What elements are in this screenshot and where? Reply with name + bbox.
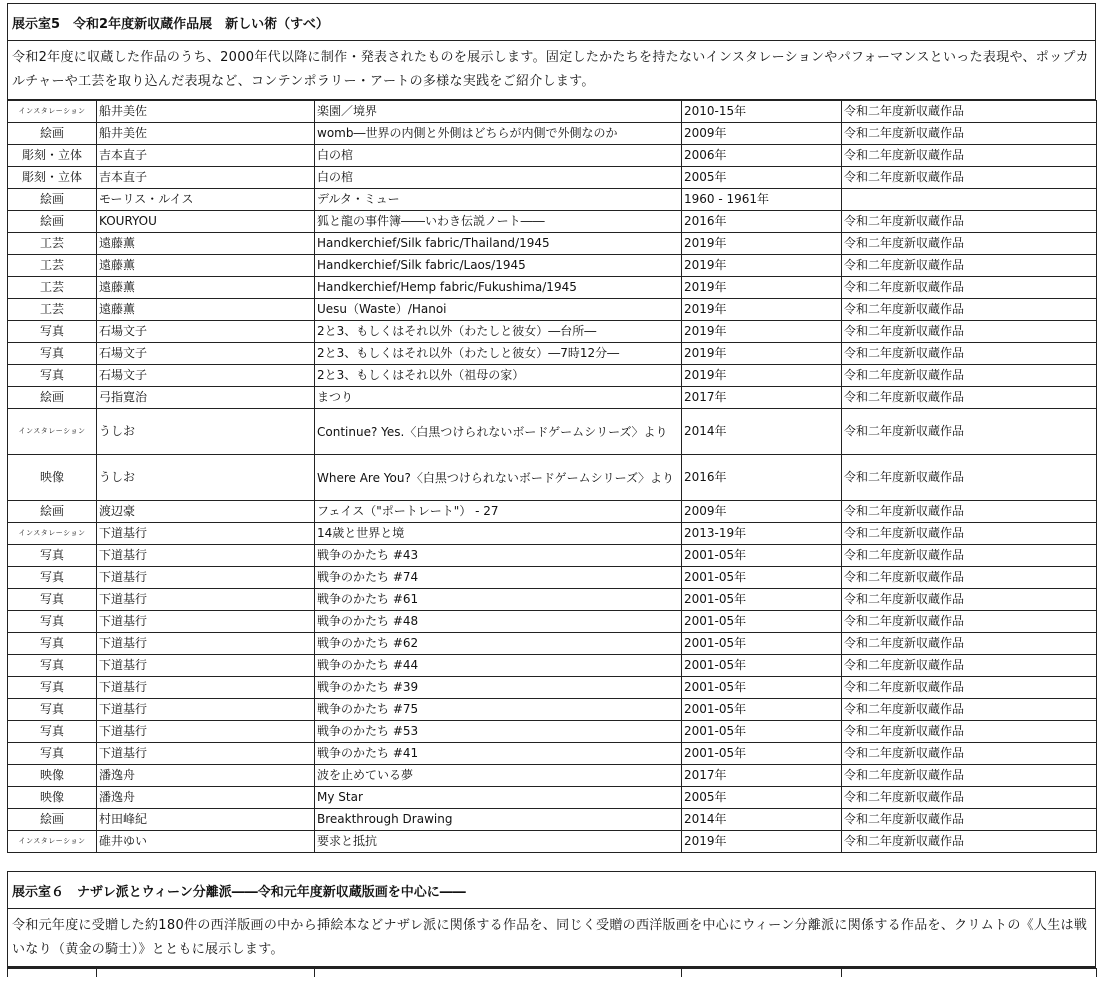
table-row	[8, 765, 1097, 787]
year-cell: 2019年	[682, 831, 842, 853]
work-title-cell: 白の棺	[315, 145, 682, 167]
table-row	[8, 233, 1097, 255]
work-title-cell: Uesu（Waste）/Hanoi	[315, 299, 682, 321]
category-cell: 写真	[8, 365, 97, 387]
note-cell: 令和二年度新収蔵作品	[842, 787, 1097, 809]
category-cell: 映像	[8, 765, 97, 787]
artist-cell: 下道基行	[97, 567, 315, 589]
artist-cell: 遠藤薫	[97, 233, 315, 255]
work-title-cell: 戦争のかたち #43	[315, 545, 682, 567]
category-cell: 写真	[8, 321, 97, 343]
work-title-cell: Handkerchief/Silk fabric/Laos/1945	[315, 255, 682, 277]
year-cell: 2001-05年	[682, 743, 842, 765]
note-cell: 令和二年度新収蔵作品	[842, 255, 1097, 277]
artist-cell: 下道基行	[97, 611, 315, 633]
table-row	[8, 831, 1097, 853]
year-cell: 2009年	[682, 501, 842, 523]
note-cell: 令和二年度新収蔵作品	[842, 677, 1097, 699]
work-title-cell: 戦争のかたち #41	[315, 743, 682, 765]
section-gap	[7, 853, 1096, 871]
year-cell: 2001-05年	[682, 611, 842, 633]
work-title-cell: 戦争のかたち #61	[315, 589, 682, 611]
artist-cell: 遠藤薫	[97, 277, 315, 299]
category-cell: 写真	[8, 655, 97, 677]
year-cell: 2017年	[682, 387, 842, 409]
work-title-cell: 戦争のかたち #44	[315, 655, 682, 677]
work-title-cell: 狐と龍の事件簿――いわき伝説ノート――	[315, 211, 682, 233]
year-cell: 2005年	[682, 787, 842, 809]
artist-cell: 船井美佐	[97, 101, 315, 123]
year-cell: 2019年	[682, 299, 842, 321]
table-cell	[682, 969, 842, 978]
category-cell: 写真	[8, 567, 97, 589]
category-cell: 映像	[8, 455, 97, 501]
category-cell: 写真	[8, 677, 97, 699]
year-cell: 2006年	[682, 145, 842, 167]
year-cell: 2019年	[682, 321, 842, 343]
room6-description: 令和元年度に受贈した約180件の西洋版画の中から挿絵本などナザレ派に関係する作品を、同じく受贈の西洋版画を中心にウィーン分離派に関係する作品を、クリムトの《人生は戦いなり（黄金の騎士）》とともに展示します。	[8, 909, 1095, 967]
work-title-cell: 戦争のかたち #62	[315, 633, 682, 655]
table-cell	[315, 969, 682, 978]
table-row	[8, 523, 1097, 545]
year-cell: 2013-19年	[682, 523, 842, 545]
category-cell: 工芸	[8, 255, 97, 277]
year-cell: 2005年	[682, 167, 842, 189]
artist-cell: 石場文子	[97, 321, 315, 343]
category-cell: 工芸	[8, 277, 97, 299]
artist-cell: うしお	[97, 455, 315, 501]
artist-cell: 碓井ゆい	[97, 831, 315, 853]
table-row	[8, 655, 1097, 677]
artist-cell: 下道基行	[97, 589, 315, 611]
note-cell	[842, 189, 1097, 211]
table-row	[8, 809, 1097, 831]
category-cell: 絵画	[8, 501, 97, 523]
table-row	[8, 321, 1097, 343]
table-cell	[8, 969, 97, 978]
note-cell: 令和二年度新収蔵作品	[842, 211, 1097, 233]
work-title-cell: 2と3、もしくはそれ以外（祖母の家）	[315, 365, 682, 387]
artist-cell: 下道基行	[97, 699, 315, 721]
table-row	[8, 299, 1097, 321]
category-cell: 工芸	[8, 233, 97, 255]
category-cell: 写真	[8, 699, 97, 721]
table-row	[8, 699, 1097, 721]
year-cell: 2010-15年	[682, 101, 842, 123]
table-cell	[97, 969, 315, 978]
category-cell: 写真	[8, 721, 97, 743]
artist-cell: 潘逸舟	[97, 765, 315, 787]
artist-cell: 遠藤薫	[97, 299, 315, 321]
category-cell: 絵画	[8, 211, 97, 233]
note-cell: 令和二年度新収蔵作品	[842, 365, 1097, 387]
year-cell: 2014年	[682, 809, 842, 831]
table-row	[8, 589, 1097, 611]
category-cell: 絵画	[8, 809, 97, 831]
note-cell: 令和二年度新収蔵作品	[842, 167, 1097, 189]
year-cell: 2001-05年	[682, 677, 842, 699]
table-row	[8, 277, 1097, 299]
category-cell: 写真	[8, 589, 97, 611]
note-cell: 令和二年度新収蔵作品	[842, 233, 1097, 255]
category-cell: 絵画	[8, 189, 97, 211]
table-row	[8, 787, 1097, 809]
category-cell: 絵画	[8, 387, 97, 409]
table-row	[8, 721, 1097, 743]
room6-table	[7, 968, 1097, 977]
note-cell: 令和二年度新収蔵作品	[842, 743, 1097, 765]
artist-cell: KOURYOU	[97, 211, 315, 233]
room5-title: 展示室5 令和2年度新収蔵作品展 新しい術（すべ）	[8, 4, 1095, 41]
year-cell: 2019年	[682, 277, 842, 299]
work-title-cell: 波を止めている夢	[315, 765, 682, 787]
note-cell: 令和二年度新収蔵作品	[842, 343, 1097, 365]
year-cell: 2014年	[682, 409, 842, 455]
table-row	[8, 101, 1097, 123]
year-cell: 2016年	[682, 455, 842, 501]
year-cell: 2001-05年	[682, 567, 842, 589]
work-title-cell: 楽園／境界	[315, 101, 682, 123]
work-title-cell: Handkerchief/Silk fabric/Thailand/1945	[315, 233, 682, 255]
year-cell: 2017年	[682, 765, 842, 787]
table-row	[8, 567, 1097, 589]
year-cell: 2001-05年	[682, 545, 842, 567]
year-cell: 2001-05年	[682, 589, 842, 611]
note-cell: 令和二年度新収蔵作品	[842, 831, 1097, 853]
artist-cell: 下道基行	[97, 677, 315, 699]
table-row	[8, 365, 1097, 387]
room6-header	[7, 871, 1096, 968]
category-cell: インスタレーション	[8, 831, 97, 853]
artist-cell: 下道基行	[97, 545, 315, 567]
artist-cell: 下道基行	[97, 523, 315, 545]
note-cell: 令和二年度新収蔵作品	[842, 123, 1097, 145]
table-row	[8, 969, 1097, 978]
year-cell: 2009年	[682, 123, 842, 145]
note-cell: 令和二年度新収蔵作品	[842, 721, 1097, 743]
category-cell: インスタレーション	[8, 523, 97, 545]
artist-cell: 下道基行	[97, 633, 315, 655]
table-cell	[842, 969, 1097, 978]
work-title-cell: Where Are You?〈白黒つけられないボードゲームシリーズ〉より	[315, 455, 682, 501]
work-title-cell: デルタ・ミュー	[315, 189, 682, 211]
category-cell: 彫刻・立体	[8, 167, 97, 189]
note-cell: 令和二年度新収蔵作品	[842, 387, 1097, 409]
table-row	[8, 545, 1097, 567]
table-row	[8, 145, 1097, 167]
note-cell: 令和二年度新収蔵作品	[842, 765, 1097, 787]
work-title-cell: 14歳と世界と境	[315, 523, 682, 545]
room5-table-body	[8, 101, 1097, 853]
artist-cell: 下道基行	[97, 655, 315, 677]
year-cell: 1960 - 1961年	[682, 189, 842, 211]
work-title-cell: womb―世界の内側と外側はどちらが内側で外側なのか	[315, 123, 682, 145]
note-cell: 令和二年度新収蔵作品	[842, 299, 1097, 321]
year-cell: 2001-05年	[682, 633, 842, 655]
year-cell: 2019年	[682, 233, 842, 255]
note-cell: 令和二年度新収蔵作品	[842, 545, 1097, 567]
category-cell: 彫刻・立体	[8, 145, 97, 167]
year-cell: 2001-05年	[682, 699, 842, 721]
artist-cell: 吉本直子	[97, 167, 315, 189]
note-cell: 令和二年度新収蔵作品	[842, 523, 1097, 545]
year-cell: 2019年	[682, 365, 842, 387]
artist-cell: 石場文子	[97, 343, 315, 365]
note-cell: 令和二年度新収蔵作品	[842, 699, 1097, 721]
artist-cell: モーリス・ルイス	[97, 189, 315, 211]
category-cell: インスタレーション	[8, 409, 97, 455]
table-row	[8, 167, 1097, 189]
work-title-cell: 要求と抵抗	[315, 831, 682, 853]
work-title-cell: まつり	[315, 387, 682, 409]
work-title-cell: My Star	[315, 787, 682, 809]
note-cell: 令和二年度新収蔵作品	[842, 455, 1097, 501]
note-cell: 令和二年度新収蔵作品	[842, 101, 1097, 123]
table-row	[8, 633, 1097, 655]
table-row	[8, 387, 1097, 409]
category-cell: 写真	[8, 545, 97, 567]
artist-cell: 船井美佐	[97, 123, 315, 145]
note-cell: 令和二年度新収蔵作品	[842, 655, 1097, 677]
work-title-cell: 白の棺	[315, 167, 682, 189]
category-cell: 工芸	[8, 299, 97, 321]
table-row	[8, 743, 1097, 765]
note-cell: 令和二年度新収蔵作品	[842, 145, 1097, 167]
artist-cell: 弓指寛治	[97, 387, 315, 409]
year-cell: 2001-05年	[682, 721, 842, 743]
artist-cell: 渡辺豪	[97, 501, 315, 523]
work-title-cell: 2と3、もしくはそれ以外（わたしと彼女）―台所―	[315, 321, 682, 343]
work-title-cell: 戦争のかたち #39	[315, 677, 682, 699]
room5-description: 令和2年度に収蔵した作品のうち、2000年代以降に制作・発表されたものを展示します。固定したかたちを持たないインスタレーションやパフォーマンスといった表現や、ポップカルチャーや工芸を取り込んだ表現など、コンテンポラリー・アートの多様な実践をご紹介します。	[12, 50, 1089, 89]
artist-cell: 下道基行	[97, 721, 315, 743]
table-row	[8, 501, 1097, 523]
table-row	[8, 455, 1097, 501]
note-cell: 令和二年度新収蔵作品	[842, 611, 1097, 633]
table-row	[8, 677, 1097, 699]
note-cell: 令和二年度新収蔵作品	[842, 589, 1097, 611]
category-cell: 映像	[8, 787, 97, 809]
note-cell: 令和二年度新収蔵作品	[842, 809, 1097, 831]
category-cell: インスタレーション	[8, 101, 97, 123]
work-title-cell: Handkerchief/Hemp fabric/Fukushima/1945	[315, 277, 682, 299]
table-row	[8, 255, 1097, 277]
work-title-cell: Continue? Yes.〈白黒つけられないボードゲームシリーズ〉より	[315, 409, 682, 455]
category-cell: 絵画	[8, 123, 97, 145]
room6-title: 展示室６ ナザレ派とウィーン分離派――令和元年度新収蔵版画を中心に――	[8, 872, 1095, 909]
note-cell: 令和二年度新収蔵作品	[842, 501, 1097, 523]
table-row	[8, 189, 1097, 211]
table-row	[8, 211, 1097, 233]
room5-header	[7, 3, 1096, 100]
work-title-cell: 戦争のかたち #48	[315, 611, 682, 633]
work-title-cell: 戦争のかたち #75	[315, 699, 682, 721]
year-cell: 2016年	[682, 211, 842, 233]
table-row	[8, 409, 1097, 455]
artist-cell: 村田峰紀	[97, 809, 315, 831]
note-cell: 令和二年度新収蔵作品	[842, 633, 1097, 655]
note-cell: 令和二年度新収蔵作品	[842, 321, 1097, 343]
table-row	[8, 343, 1097, 365]
year-cell: 2001-05年	[682, 655, 842, 677]
table-row	[8, 123, 1097, 145]
room5-table	[7, 100, 1097, 853]
exhibition-sheet	[7, 3, 1096, 977]
year-cell: 2019年	[682, 343, 842, 365]
work-title-cell: 2と3、もしくはそれ以外（わたしと彼女）―7時12分―	[315, 343, 682, 365]
category-cell: 写真	[8, 343, 97, 365]
category-cell: 写真	[8, 633, 97, 655]
work-title-cell: 戦争のかたち #53	[315, 721, 682, 743]
artist-cell: うしお	[97, 409, 315, 455]
artist-cell: 石場文子	[97, 365, 315, 387]
artist-cell: 遠藤薫	[97, 255, 315, 277]
table-row	[8, 611, 1097, 633]
category-cell: 写真	[8, 743, 97, 765]
category-cell: 写真	[8, 611, 97, 633]
work-title-cell: Breakthrough Drawing	[315, 809, 682, 831]
note-cell: 令和二年度新収蔵作品	[842, 567, 1097, 589]
artist-cell: 吉本直子	[97, 145, 315, 167]
artist-cell: 潘逸舟	[97, 787, 315, 809]
artist-cell: 下道基行	[97, 743, 315, 765]
work-title-cell: 戦争のかたち #74	[315, 567, 682, 589]
note-cell: 令和二年度新収蔵作品	[842, 277, 1097, 299]
work-title-cell: フェイス（"ポートレート"） - 27	[315, 501, 682, 523]
note-cell: 令和二年度新収蔵作品	[842, 409, 1097, 455]
year-cell: 2019年	[682, 255, 842, 277]
